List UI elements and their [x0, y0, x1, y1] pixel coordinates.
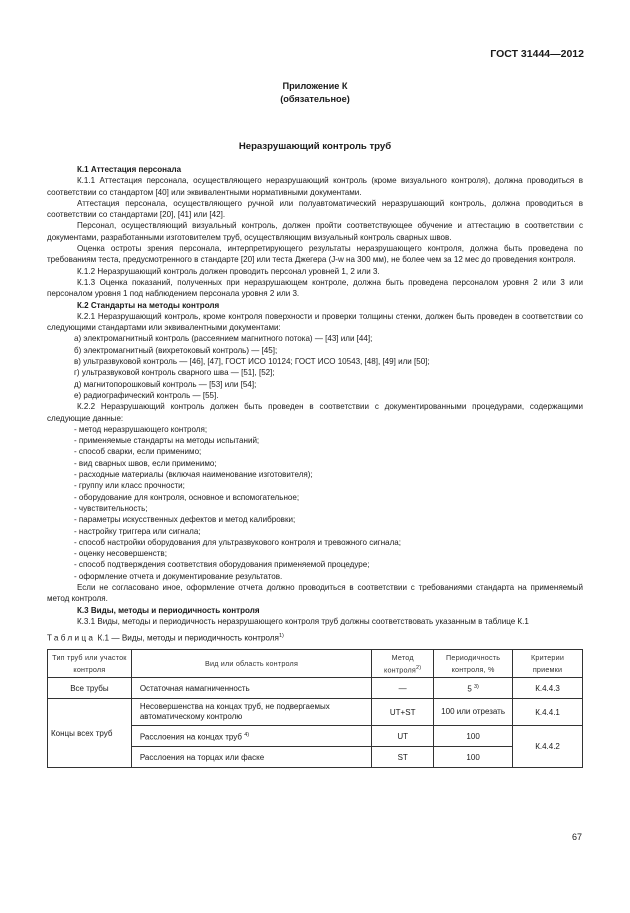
document-title: Неразрушающий контроль труб	[238, 141, 392, 152]
table-caption: Таблица К.1 — Виды, методы и периодичность контроля$^{1)}$	[47, 633, 284, 643]
annex-status: (обязательное)	[280, 94, 350, 104]
section-heading: К.1 Аттестация персонала	[77, 165, 182, 174]
paragraph: К.2.1 Неразрушающий контроль, кроме контроля поверхности и проверки толщины стенки, должен быть проведен в соответствии со следующими стандартами или эквивалентными документами:	[47, 311, 583, 333]
list-item: - способ подтверждения соответствия оборудования применяемой процедуре;	[74, 560, 370, 570]
section-heading: К.2 Стандарты на методы контроля	[77, 300, 220, 310]
list-item: - расходные материалы (включая наименование изготовителя);	[74, 470, 313, 480]
paragraph: К.1.1 Аттестация персонала, осуществляющего неразрушающий контроль (кроме визуального контроля), должна проводиться в соответствии со стандартом [40] или эквивалентными нормативными документами.	[47, 176, 583, 197]
list-item: д) магнитопорошковый контроль — [53] или [54];	[74, 379, 257, 389]
paragraph-list	[47, 164, 583, 627]
list-item: - чувствительность;	[74, 503, 148, 513]
list-item: - группу или класс прочности;	[74, 481, 185, 491]
list-item: б) электромагнитный (вихретоковый контроль) — [45];	[74, 345, 278, 355]
table-header-row	[48, 650, 583, 678]
list-item: г) ультразвуковой контроль сварного шва — [51], [52];	[74, 368, 275, 378]
list-item: - вид сварных швов, если применимо;	[74, 458, 217, 468]
list-item: - оформление отчета и документирование результатов.	[74, 571, 283, 581]
list-item: - оценку несовершенств;	[74, 549, 167, 559]
paragraph: Если не согласовано иное, оформление отчета должно проводиться в соответствии с требованиями стандарта на применяемый метод контроля.	[47, 582, 583, 604]
header-type: Тип труб или участок контроля	[48, 650, 132, 678]
list-item: а) электромагнитный контроль (рассеянием магнитного потока) — [43] или [44];	[74, 334, 373, 344]
document-body	[47, 164, 583, 768]
list-item: - оборудование для контроля, основное и вспомогательное;	[74, 492, 300, 502]
list-item: - способ сварки, если применимо;	[74, 447, 202, 457]
list-item: в) ультразвуковой контроль — [46], [47], ГОСТ ИСО 10124; ГОСТ ИСО 10543, [48], [49] или [50];	[74, 357, 430, 367]
paragraph: Оценка остроты зрения персонала, интерпретирующего результаты неразрушающего контроля, должна быть проведена по требованиям теста, предусмотренного в стандарте [20] или теста Джегера (J-w на 300 мм), не более чем за 12 мес до проведения контроля.	[47, 244, 583, 265]
standard-header: ГОСТ 31444—2012	[490, 48, 584, 60]
paragraph: Аттестация персонала, осуществляющего ручной или полуавтоматический неразрушающий контроль, должна проводиться в соответствии со стандартами [20], [41] или [42].	[47, 198, 583, 220]
paragraph: К.1.3 Оценка показаний, полученных при неразрушающем контроле, должна быть проведена персоналом уровня 2 или 3 или персоналом уровня 1 под наблюдением персонала уровня 2 или 3.	[47, 277, 583, 299]
list-item: - параметры искусственных дефектов и метод калибровки;	[74, 515, 296, 525]
list-item: - способ настройки оборудования для ультразвукового контроля и тревожного сигнала;	[74, 537, 402, 547]
table-row: Расслоения на торцах или фаске ST 100	[48, 747, 583, 768]
control-table	[47, 649, 583, 768]
table-row: Расслоения на концах труб $^{4)}$ UT 100 К.4.4.2	[48, 726, 583, 747]
annex-title: Приложение К	[282, 81, 348, 91]
header-criteria: Критерии приемки	[513, 650, 583, 678]
list-item: - метод неразрушающего контроля;	[74, 424, 208, 434]
paragraph: Персонал, осуществляющий визуальный контроль, должен пройти соответствующее обучение и аттестацию в соответствии с документами, разработанными изготовителем труб, осуществляющим визуальный контроль сварных швов.	[47, 221, 583, 242]
paragraph: К.1.2 Неразрушающий контроль должен проводить персонал уровней 1, 2 или 3.	[77, 266, 380, 276]
table-row: Концы всех труб Несовершенства на концах труб, не подвергаемых автоматическому контролю UT+ST 100 или отрезать К.4.4.1	[48, 699, 583, 726]
table-row: Все трубы Остаточная намагниченность — 5 $^{3)}$ К.4.4.3	[48, 678, 583, 699]
header-frequency: Периодичность контроля, %	[434, 650, 513, 678]
header-kind: Вид или область контроля	[131, 650, 371, 678]
paragraph: К.3.1 Виды, методы и периодичность неразрушающего контроля труб должны соответствовать указанным в таблице К.1	[77, 616, 529, 626]
paragraph: К.2.2 Неразрушающий контроль должен быть проведен в соответствии с документированными процедурами, содержащими следующие данные:	[47, 402, 583, 423]
header-method: Метод контроля$^{2)}$	[372, 650, 434, 678]
section-heading: К.3 Виды, методы и периодичность контроля	[77, 605, 260, 615]
list-item: - применяемые стандарты на методы испытаний;	[74, 436, 260, 446]
page-number: 67	[571, 832, 582, 842]
list-item: е) радиографический контроль — [55].	[74, 390, 219, 400]
list-item: - настройку триггера или сигнала;	[74, 526, 201, 536]
